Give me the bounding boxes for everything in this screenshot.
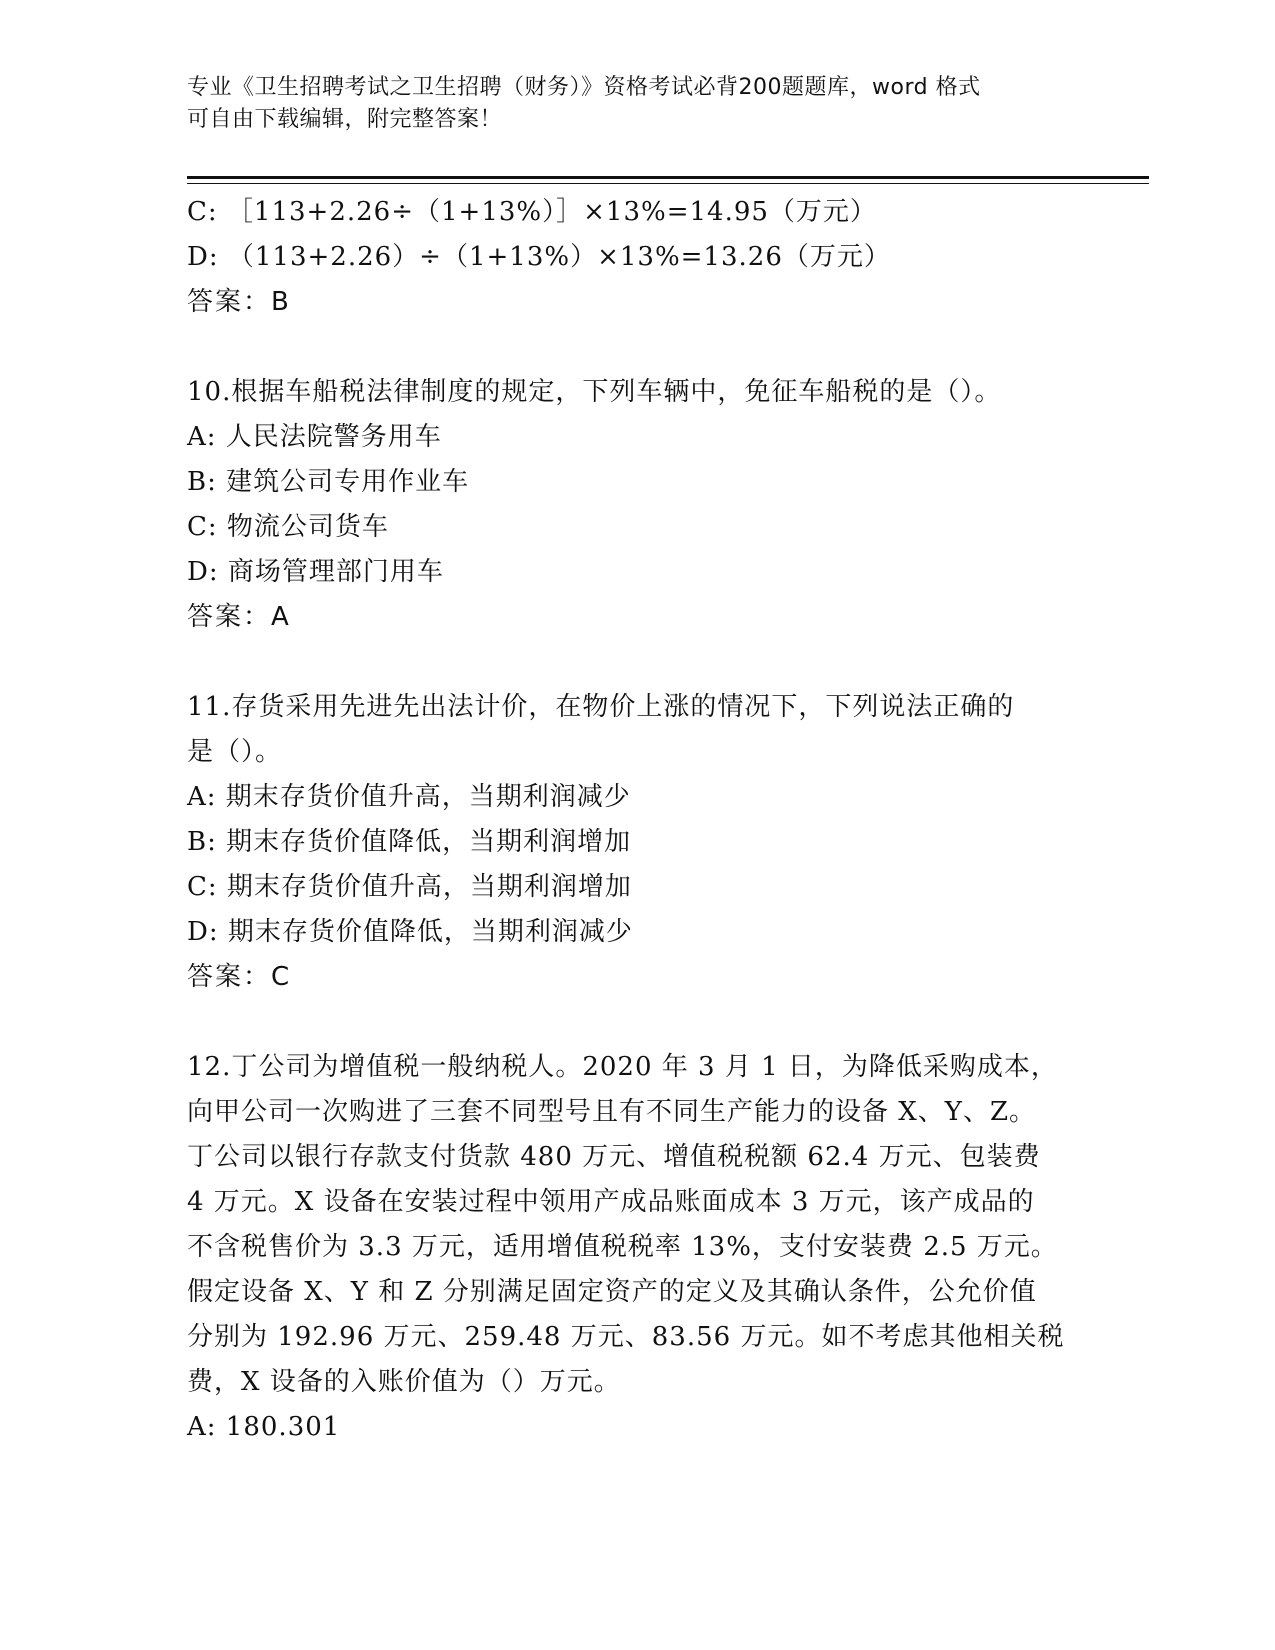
header-divider-thick: [187, 176, 1149, 179]
option-d: D: 期末存货价值降低，当期利润减少: [187, 917, 633, 947]
answer-label: 答案：C: [187, 962, 292, 992]
option-c: C: 期末存货价值升高，当期利润增加: [187, 872, 632, 902]
question-stem-line: 费，X 设备的入账价值为（）万元。: [187, 1367, 621, 1397]
question-stem-line: 11.存货采用先进先出法计价，在物价上涨的情况下，下列说法正确的: [187, 692, 1015, 722]
question-stem-line: 向甲公司一次购进了三套不同型号且有不同生产能力的设备 X、Y、Z。: [187, 1097, 1037, 1127]
question-stem-line: 4 万元。X 设备在安装过程中领用产成品账面成本 3 万元，该产成品的: [187, 1187, 1035, 1217]
option-b: B: 期末存货价值降低，当期利润增加: [187, 827, 632, 857]
spacer: [187, 1000, 1087, 1045]
question-stem-line: 丁公司以银行存款支付货款 480 万元、增值税税额 62.4 万元、包装费: [187, 1142, 1041, 1172]
option-a: A: 180.301: [187, 1412, 341, 1442]
question-9-continued: [187, 190, 1087, 325]
header-title-line-1: 专业《卫生招聘考试之卫生招聘（财务）》资格考试必背200题题库，word 格式: [187, 75, 981, 100]
header-title-line-2: 可自由下载编辑，附完整答案！: [187, 107, 503, 132]
question-stem-line: 12.丁公司为增值税一般纳税人。2020 年 3 月 1 日，为降低采购成本，: [187, 1052, 1058, 1082]
option-a: A: 期末存货价值升高，当期利润减少: [187, 782, 631, 812]
answer-label: 答案：A: [187, 602, 291, 632]
document-header: [187, 72, 1067, 136]
spacer: [187, 640, 1087, 685]
option-a: A: 人民法院警务用车: [187, 422, 442, 452]
question-stem: 10.根据车船税法律制度的规定，下列车辆中，免征车船税的是（）。: [187, 377, 1002, 407]
question-stem-line: 假定设备 X、Y 和 Z 分别满足固定资产的定义及其确认条件，公允价值: [187, 1277, 1037, 1307]
question-10: [187, 370, 1087, 640]
document-body: [187, 190, 1087, 1450]
option-c: C: 物流公司货车: [187, 512, 389, 542]
spacer: [187, 325, 1087, 370]
option-b: B: 建筑公司专用作业车: [187, 467, 470, 497]
question-12: [187, 1045, 1087, 1450]
question-stem-line: 不含税售价为 3.3 万元，适用增值税税率 13%，支付安装费 2.5 万元。: [187, 1232, 1058, 1262]
answer-label: 答案：B: [187, 287, 291, 317]
question-11: [187, 685, 1087, 1000]
question-stem-line: 是（）。: [187, 737, 283, 767]
option-c: C: ［113+2.26÷（1+13%）］×13%=14.95（万元）: [187, 197, 877, 227]
header-divider-thin: [187, 183, 1149, 184]
option-d: D: （113+2.26）÷（1+13%）×13%=13.26（万元）: [187, 242, 891, 272]
question-stem-line: 分别为 192.96 万元、259.48 万元、83.56 万元。如不考虑其他相关税: [187, 1322, 1065, 1352]
option-d: D: 商场管理部门用车: [187, 557, 444, 587]
